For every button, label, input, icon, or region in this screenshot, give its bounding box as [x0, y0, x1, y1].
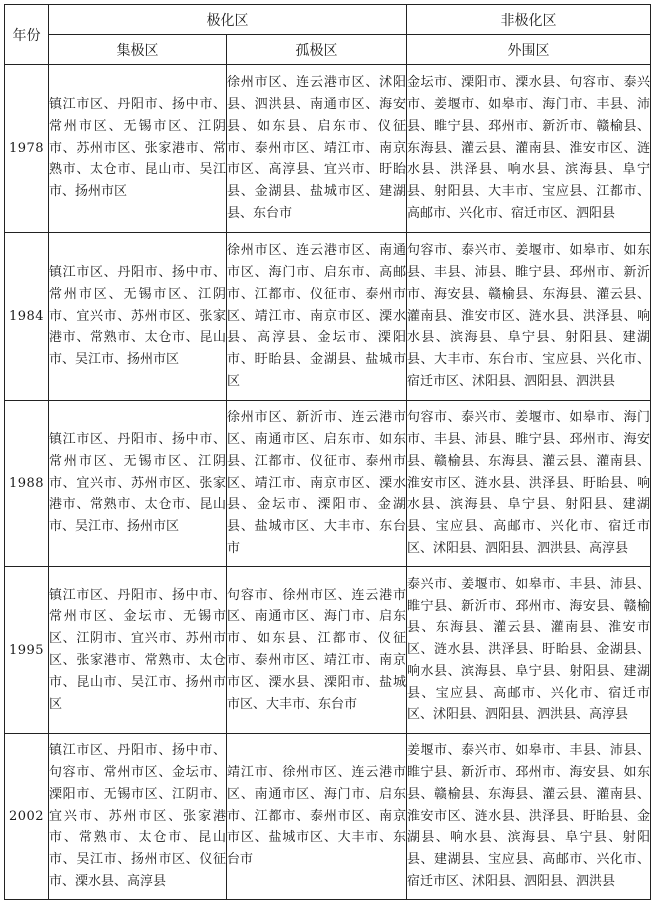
year-column-header: 年份: [5, 5, 49, 65]
table-row: [5, 567, 651, 734]
cluster-pole-cell: 镇江市区、丹阳市、扬中市、常州市区、无锡市区、江阴市、宜兴市、苏州市区、张家港市、常熟市、太仓市、昆山市、吴江市、扬州市区: [49, 401, 227, 567]
isolated-pole-cell: 徐州市区、连云港市区、沭阳县、泗洪县、南通市区、海安县、如东县、启东市、仪征市、泰州市区、靖江市、南京市区、高淳县、宜兴市、盱眙县、金湖县、盐城市区、建湖县、东台市: [227, 65, 407, 233]
table-row: [5, 233, 651, 401]
isolated-pole-cell: 徐州市区、连云港市区、南通市区、海门市、启东市、高邮市、江都市、仪征市、泰州市区、靖江市、南京市区、溧水县、高淳县、金坛市、溧阳市、盱眙县、金湖县、盐城市区: [227, 233, 407, 401]
cluster-pole-cell: 镇江市区、丹阳市、扬中市、句容市、常州市区、金坛市、溧阳市、无锡市区、江阴市、宜兴市、苏州市区、张家港市、常熟市、太仓市、昆山市、吴江市、扬州市区、仪征市、溧水县、高淳县: [49, 734, 227, 900]
table-row: [5, 734, 651, 900]
polar-zone-header: 极化区: [49, 5, 407, 35]
table-row: [5, 65, 651, 233]
year-cell: 2002: [5, 734, 49, 900]
isolated-pole-cell: 徐州市区、新沂市、连云港市区、南通市区、启东市、如东县、江都市、仪征市、泰州市区、靖江市、南京市区、溧水县、金坛市、溧阳市、金湖县、盐城市区、大丰市、东台市: [227, 401, 407, 567]
periphery-cell: 金坛市、溧阳市、溧水县、句容市、泰兴市、姜堰市、如皋市、海门市、丰县、沛县、睢宁县、邳州市、新沂市、赣榆县、东海县、灌云县、灌南县、淮安市区、涟水县、洪泽县、响水县、滨海县、阜宁县、射阳县、大丰市、宝应县、江都市、高邮市、兴化市、宿迁市区、泗阳县: [407, 65, 651, 233]
cluster-pole-cell: 镇江市区、丹阳市、扬中市、常州市区、无锡市区、江阴市、苏州市区、张家港市、常熟市、太仓市、昆山市、吴江市、扬州市区: [49, 65, 227, 233]
periphery-cell: 句容市、泰兴市、姜堰市、如皋市、海门市、丰县、沛县、睢宁县、邳州市、海安县、赣榆县、东海县、灌云县、灌南县、淮安市区、涟水县、洪泽县、盱眙县、响水县、滨海县、阜宁县、射阳县、建湖县、宝应县、高邮市、兴化市、宿迁市区、沭阳县、泗阳县、泗洪县、高淳县: [407, 401, 651, 567]
cluster-pole-cell: 镇江市区、丹阳市、扬中市、常州市区、无锡市区、江阴市、宜兴市、苏州市区、张家港市、常熟市、太仓市、昆山市、吴江市、扬州市区: [49, 233, 227, 401]
region-classification-table: [4, 4, 651, 900]
cluster-pole-cell: 镇江市区、丹阳市、扬中市、常州市区、金坛市、无锡市区、江阴市、宜兴市、苏州市区、张家港市、常熟市、太仓市、昆山市、吴江市、扬州市区: [49, 567, 227, 734]
periphery-cell: 泰兴市、姜堰市、如皋市、丰县、沛县、睢宁县、新沂市、邳州市、海安县、赣榆县、东海县、灌云县、灌南县、淮安市区、涟水县、洪泽县、盱眙县、金湖县、响水县、滨海县、阜宁县、射阳县、建湖县、宝应县、高邮市、兴化市、宿迁市区、沭阳县、泗阳县、泗洪县、高淳县: [407, 567, 651, 734]
isolated-pole-cell: 句容市、徐州市区、连云港市区、南通市区、海门市、启东市、如东县、江都市、仪征市、泰州市区、靖江市、南京市区、溧水县、溧阳市、盐城市区、大丰市、东台市: [227, 567, 407, 734]
periphery-header: 外围区: [407, 35, 651, 65]
year-cell: 1988: [5, 401, 49, 567]
cluster-pole-header: 集极区: [49, 35, 227, 65]
periphery-cell: 句容市、泰兴市、姜堰市、如皋市、如东县、丰县、沛县、睢宁县、邳州市、新沂市、海安县、赣榆县、东海县、灌云县、灌南县、淮安市区、涟水县、洪泽县、响水县、滨海县、阜宁县、射阳县、建湖县、大丰市、东台市、宝应县、兴化市、宿迁市区、沭阳县、泗阳县、泗洪县: [407, 233, 651, 401]
isolated-pole-cell: 靖江市、徐州市区、连云港市区、南通市区、海门市、启东市、江都市、泰州市区、南京市区、盐城市区、大丰市、东台市: [227, 734, 407, 900]
year-cell: 1978: [5, 65, 49, 233]
periphery-cell: 姜堰市、泰兴市、如皋市、丰县、沛县、睢宁县、新沂市、邳州市、海安县、如东县、赣榆县、东海县、灌云县、灌南县、淮安市区、涟水县、洪泽县、盱眙县、金湖县、响水县、滨海县、阜宁县、射阳县、建湖县、宝应县、高邮市、兴化市、宿迁市区、沭阳县、泗阳县、泗洪县: [407, 734, 651, 900]
table-row: [5, 401, 651, 567]
year-cell: 1995: [5, 567, 49, 734]
year-cell: 1984: [5, 233, 49, 401]
non-polar-zone-header: 非极化区: [407, 5, 651, 35]
header-row-1: [5, 5, 651, 35]
isolated-pole-header: 孤极区: [227, 35, 407, 65]
header-row-2: [5, 35, 651, 65]
